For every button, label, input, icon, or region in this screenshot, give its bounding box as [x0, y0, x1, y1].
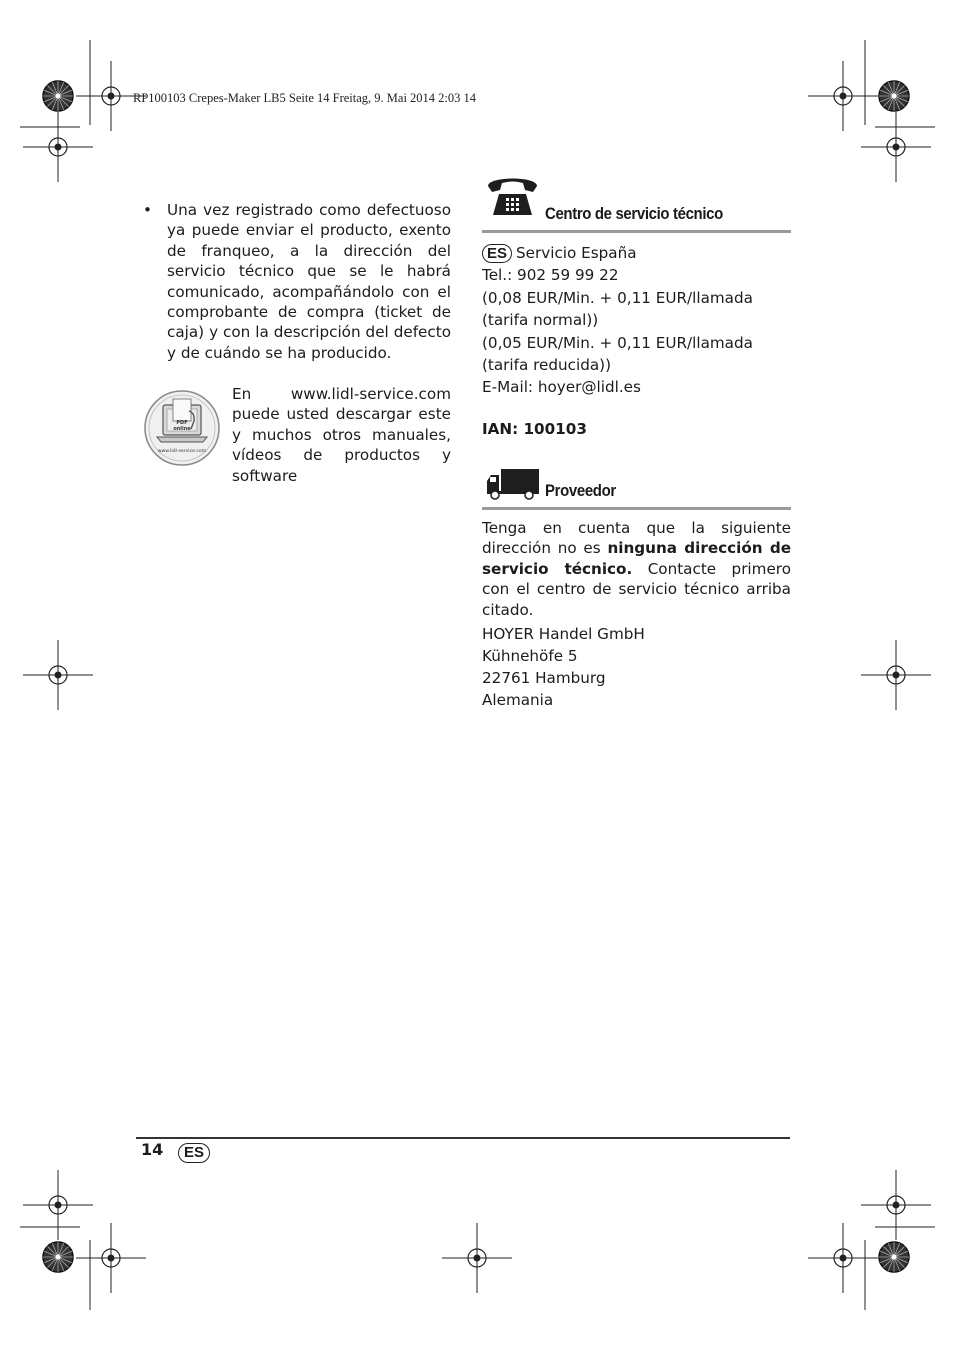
bullet-list: [143, 200, 451, 363]
supplier-section-header: [482, 447, 791, 510]
telephone-icon: [485, 172, 540, 218]
online-manuals-text: En www.lidl-service.com puede usted descargar este y muchos otros manuales, vídeos de productos y software: [232, 385, 451, 485]
address-line: Kühnehöfe 5: [482, 647, 578, 665]
supplier-notice-text: Tenga en cuenta que la siguiente dirección no es: [482, 519, 791, 558]
list-item: [143, 200, 451, 363]
supplier-address: [482, 624, 791, 710]
supplier-notice-text-end: Contacte primero con el centro de servicio técnico arriba citado.: [482, 559, 791, 619]
badge-url: www.lidl-service.com: [157, 449, 207, 454]
address-line: Alemania: [482, 691, 554, 709]
service-phone: Tel.: 902 59 99 22: [482, 266, 619, 285]
service-rate-normal-label: (tarifa normal)): [482, 311, 599, 330]
service-country-name: Servicio España: [516, 244, 637, 262]
ian-number: IAN: 100103: [482, 420, 587, 438]
address-line: HOYER Handel GmbH: [482, 625, 645, 643]
service-title: Centro de servicio técnico: [545, 204, 723, 223]
bullet-point: •: [143, 201, 152, 219]
language-badge: ES: [178, 1143, 210, 1163]
print-header: RP100103 Crepes-Maker LB5 Seite 14 Freitag, 9. Mai 2014 2:03 14: [133, 91, 477, 105]
footer-divider: [136, 1137, 790, 1139]
service-country-line: [482, 243, 791, 263]
supplier-notice: [482, 518, 791, 620]
supplier-notice-bold: ninguna dirección de servicio técnico.: [482, 539, 791, 578]
service-rate-reduced-label: (tarifa reducida)): [482, 356, 612, 375]
badge-label-bottom: online: [173, 426, 191, 432]
service-details: [482, 243, 791, 398]
country-badge: ES: [482, 244, 512, 263]
bullet-text: Una vez registrado como defectuoso ya puede enviar el producto, exento de franqueo, a la dirección del servicio técnico que se le habrá comunicado, acompañándolo con el comprobante de compra (ticket de caja) y con la descripción del defecto y de cuándo se ha producido.: [167, 201, 451, 362]
service-rate-reduced: (0,05 EUR/Min. + 0,11 EUR/llamada: [482, 333, 753, 352]
page-number: 14: [141, 1140, 164, 1159]
service-email: E-Mail: hoyer@lidl.es: [482, 378, 641, 397]
address-line: 22761 Hamburg: [482, 669, 606, 687]
lidl-service-online-badge: [143, 389, 221, 467]
laptop-online-icon: [143, 389, 221, 467]
truck-icon: [485, 467, 540, 501]
badge-label-top: PDF: [176, 420, 188, 426]
service-rate-normal: (0,08 EUR/Min. + 0,11 EUR/llamada: [482, 288, 753, 307]
supplier-title: Proveedor: [545, 481, 616, 500]
service-section-header: [482, 170, 791, 233]
